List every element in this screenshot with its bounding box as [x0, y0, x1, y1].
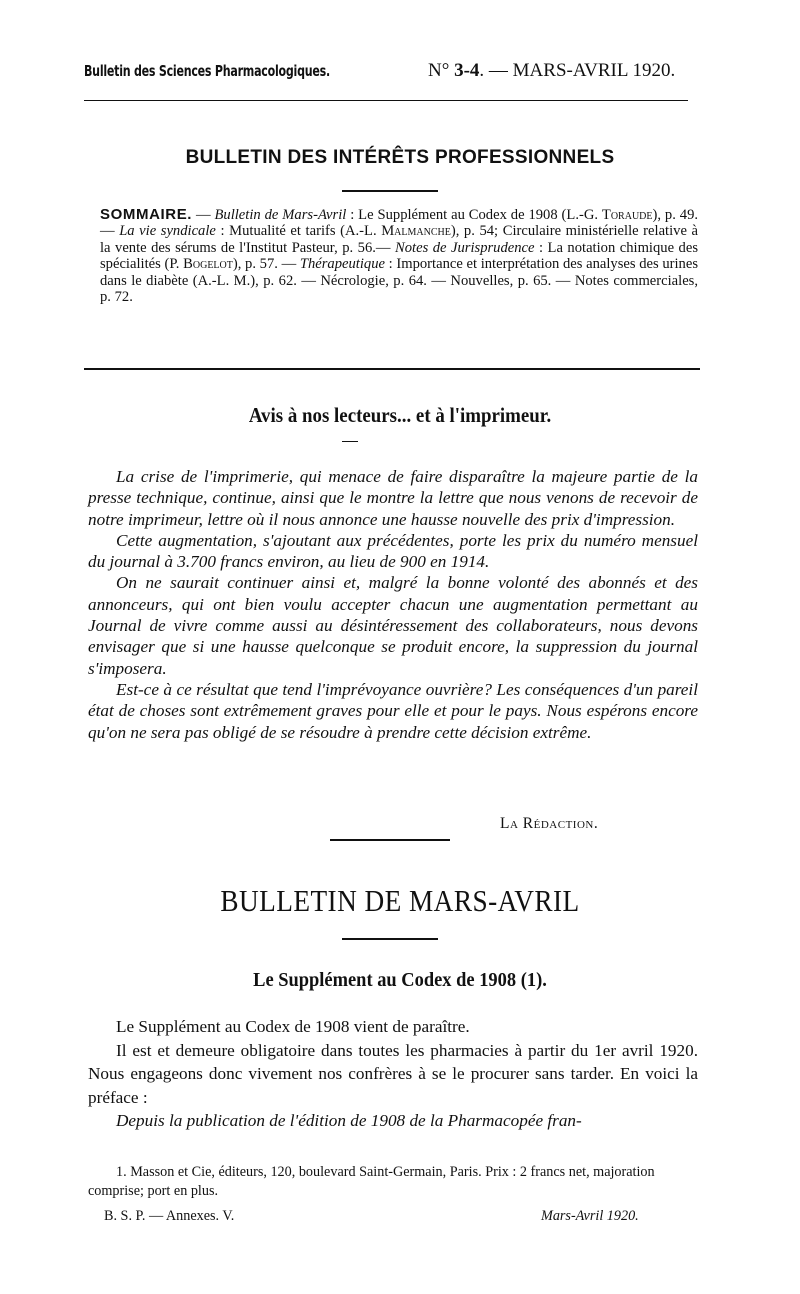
sommaire: SOMMAIRE. — Bulletin de Mars-Avril : Le Supplément au Codex de 1908 (L.-G. Toraude), p. 49. — La vie syndicale : Mutualité et tarifs (A.-L. Malmanche), p. 54; Circulaire ministérielle relative à la vente des sérums de l'Institut Pasteur, p. 56.— Notes de Jurisprudence : La notation chimique des spécialités (P. Bogelot), p. 57. — Thérapeutique : Importance et interprétation des analyses des urines dans le diabète (A.-L. M.), p. 62. — Nécrologie, p. 64. — Nouvelles, p. 65. — Notes commerciales, p. 72.: [100, 206, 699, 306]
bulletin-divider: [342, 938, 438, 940]
avis-paragraph: Cette augmentation, s'ajoutant aux précédentes, porte les prix du numéro mensuel du journal à 3.700 francs environ, au lieu de 900 en 1914.: [88, 530, 698, 572]
sommaire-author: Toraude: [601, 207, 653, 223]
sommaire-author: Malmanche: [381, 223, 451, 240]
journal-title: Bulletin des Sciences Pharmacologiques.: [84, 62, 330, 80]
sommaire-author: Bogelot: [183, 256, 233, 273]
avis-end-rule: [330, 839, 450, 841]
body-paragraph: Il est et demeure obligatoire dans toutes les pharmacies à partir du 1er avril 1920. Nous engageons donc vivement nos confrères à se le procurer sans tarder. En voici la préface :: [88, 1040, 698, 1107]
issue-date: . — MARS-AVRIL 1920.: [479, 60, 676, 81]
footnote: [88, 1163, 698, 1200]
sommaire-item-title: Notes de Jurisprudence: [395, 239, 535, 256]
footer-right: Mars-Avril 1920.: [541, 1208, 639, 1224]
avis-paragraph: Est-ce à ce résultat que tend l'imprévoyance ouvrière? Les conséquences d'un pareil état de choses sont extrêmement graves pour elle et pour le pays. Nous espérons encore qu'on ne sera pas obligé de se résoudre à prendre cette décision extrême.: [88, 679, 698, 742]
header-rule: [84, 100, 688, 101]
body-paragraph: Le Supplément au Codex de 1908 vient de paraître.: [116, 1017, 470, 1036]
issue-prefix: N°: [428, 60, 450, 81]
sommaire-item-title: La vie syndicale: [119, 223, 216, 240]
avis-paragraph: On ne saurait continuer ainsi et, malgré la bonne volonté des abonnés et des annonceurs, qui ont bien voulu accepter chacun une augmentation permettant au Journal de vivre comme aussi au désintéressement des collaborateurs, nous devons envisager que si une hausse quelconque se produit encore, la suppression du journal s'imposera.: [88, 573, 698, 678]
issue-number: 3-4: [454, 60, 480, 81]
issue-info: [428, 60, 675, 82]
avis-body: [88, 466, 698, 743]
supplement-title: Le Supplément au Codex de 1908 (1).: [253, 969, 547, 991]
sommaire-item-title: Bulletin de Mars-Avril: [214, 207, 347, 223]
section-title: BULLETIN DES INTÉRÊTS PROFESSIONNELS: [185, 147, 615, 168]
footnote-text: 1. Masson et Cie, éditeurs, 120, boulevard Saint-Germain, Paris. Prix : 2 francs net, majoration comprise; port en plus.: [88, 1164, 655, 1199]
sommaire-item-title: Thérapeutique: [299, 256, 385, 273]
section-divider: [342, 190, 438, 192]
footnote-ref: (1).: [520, 969, 547, 991]
sommaire-lead: SOMMAIRE.: [100, 206, 193, 223]
footer-left: B. S. P. — Annexes. V.: [104, 1208, 235, 1224]
bulletin-title: BULLETIN DE MARS-AVRIL: [220, 883, 580, 918]
preface-quote: Depuis la publication de l'édition de 1908 de la Pharmacopée fran-: [116, 1111, 582, 1130]
avis-divider: [342, 441, 358, 442]
supplement-body: [88, 1015, 698, 1133]
avis-paragraph: La crise de l'imprimerie, qui menace de faire disparaître la majeure partie de la presse technique, continue, ainsi que le montre la lettre que nous venons de recevoir de notre imprimeur, lettre où il nous annonce une hausse nouvelle des prix d'impression.: [88, 467, 698, 529]
signature: La Rédaction.: [500, 815, 599, 832]
sommaire-rule: [84, 368, 700, 370]
avis-title: Avis à nos lecteurs... et à l'imprimeur.: [248, 403, 552, 427]
